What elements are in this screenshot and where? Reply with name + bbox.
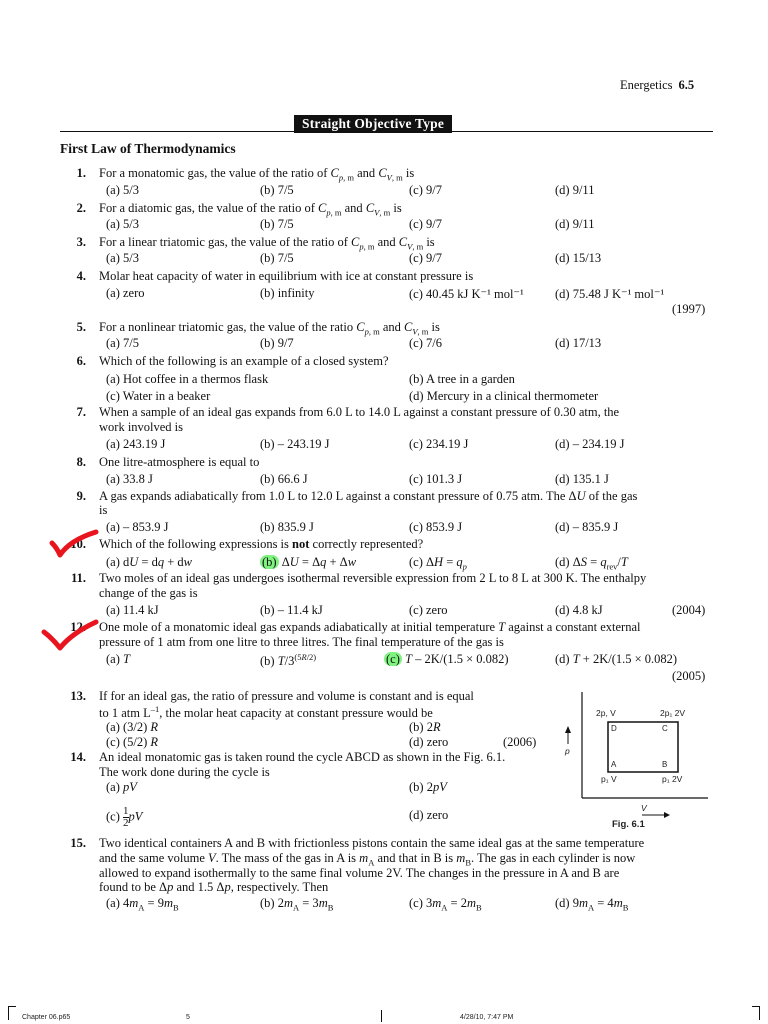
option-b: (b) – 243.19 J xyxy=(260,437,330,451)
option-b: (b) $T/3^{(5R/2)}$ xyxy=(260,652,317,669)
footer-date: 4/28/10, 7:47 PM xyxy=(460,1014,514,1021)
option-a: (a) 5/3 xyxy=(106,251,139,265)
option-b: (b) 66.6 J xyxy=(260,472,308,486)
option-c: (c) $\frac{1}{2}$ pV xyxy=(106,805,143,829)
option-a: (a) 243.19 J xyxy=(106,437,166,451)
question-text: One mole of a monatomic ideal gas expands adiabatically at initial temperature T against a constant external xyxy=(99,620,641,634)
option-d: (d) zero xyxy=(409,808,449,822)
question-text: Which of the following is an example of a closed system? xyxy=(99,354,389,368)
option-c: (c) Water in a beaker xyxy=(106,389,211,403)
point-d-coord-label: 2p, V xyxy=(596,708,616,718)
point-a-label: A xyxy=(611,760,617,769)
option-d: (d) 9/11 xyxy=(555,217,595,231)
question-text: Two moles of an ideal gas undergoes isothermal reversible expression from 2 L to 8 L at 300 K. The enthalpy xyxy=(99,571,647,585)
crop-mark xyxy=(8,1006,16,1007)
question-text-cont: change of the gas is xyxy=(99,586,198,600)
question-number: 10. xyxy=(70,537,86,551)
point-d-label: D xyxy=(611,724,617,733)
question-text: For a monatomic gas, the value of the ratio of $C_{p, m}$ and $C_{V, m}$ is xyxy=(99,166,415,183)
option-d: (d) 15/13 xyxy=(555,251,602,265)
option-a: (a) (3/2) R xyxy=(106,720,159,734)
option-b: (b) 835.9 J xyxy=(260,520,314,534)
footer-filename: Chapter 06.p65 xyxy=(22,1014,71,1021)
banner-rule xyxy=(60,131,713,132)
section-title: First Law of Thermodynamics xyxy=(60,141,236,156)
option-d: (d) T + 2K/(1.5 × 0.082) xyxy=(555,652,678,666)
option-c: (c) 7/6 xyxy=(409,336,442,350)
question-text-cont: found to be Δp and 1.5 Δp, respectively. Then xyxy=(99,880,329,894)
question-number: 13. xyxy=(70,689,86,703)
question-number: 11. xyxy=(71,571,86,585)
exam-year: (2006) xyxy=(503,735,537,749)
point-b-coord-label: p₁ 2V xyxy=(662,774,683,784)
point-b-label: B xyxy=(662,760,668,769)
exam-year: (2005) xyxy=(672,669,706,683)
exam-year: (2004) xyxy=(672,603,706,617)
option-a: (a) 5/3 xyxy=(106,183,139,197)
question-text-cont: allowed to expand isothermally to the same final volume 2V. The changes in the pressure in A and B are xyxy=(99,866,620,880)
crop-mark xyxy=(752,1006,760,1007)
question-number: 14. xyxy=(70,750,86,764)
option-a: (a) Hot coffee in a thermos flask xyxy=(106,372,269,386)
option-a: (a) zero xyxy=(106,286,145,300)
option-b: (b) infinity xyxy=(260,286,315,300)
option-d: (d) – 234.19 J xyxy=(555,437,625,451)
option-d: (d) 4.8 kJ xyxy=(555,603,603,617)
footer-page: 5 xyxy=(186,1014,190,1021)
option-c: (c) zero xyxy=(409,603,448,617)
chapter-name: Energetics xyxy=(620,78,673,92)
crop-mark xyxy=(759,1006,760,1020)
option-b: (b) 2R xyxy=(409,720,441,734)
question-text-cont: to 1 atm $L^{-1}$, the molar heat capacity at constant pressure would be xyxy=(99,704,433,721)
option-c: (c) T – 2K/(1.5 × 0.082) xyxy=(386,652,509,666)
option-c: (c) $3m_A = 2m_B$ xyxy=(409,896,482,913)
checkmark-icon xyxy=(40,618,100,652)
question-text-cont: is xyxy=(99,503,108,517)
question-text: A gas expands adiabatically from 1.0 L to 12.0 L against a constant pressure of 0.75 atm. The ΔU of the gas xyxy=(99,489,638,503)
running-header xyxy=(620,78,694,93)
option-b: (b) 7/5 xyxy=(260,183,294,197)
section-banner: Straight Objective Type xyxy=(294,115,452,133)
option-c: (c) 234.19 J xyxy=(409,437,469,451)
option-c: (c) 40.45 kJ K⁻¹ mol⁻¹ xyxy=(409,287,524,301)
y-axis-label: p xyxy=(565,746,570,756)
option-c: (c) (5/2) R xyxy=(106,735,159,749)
option-b: (b) 7/5 xyxy=(260,217,294,231)
point-c-label: C xyxy=(662,724,668,733)
question-text: If for an ideal gas, the ratio of pressure and volume is constant and is equal xyxy=(99,689,474,703)
option-a: (a) – 853.9 J xyxy=(106,520,169,534)
option-a: (a) 33.8 J xyxy=(106,472,153,486)
checkmark-icon xyxy=(48,528,100,558)
option-c: (c) 101.3 J xyxy=(409,472,463,486)
question-number: 6. xyxy=(76,354,86,368)
option-a: (a) 11.4 kJ xyxy=(106,603,159,617)
option-c: (c) 9/7 xyxy=(409,183,442,197)
question-text: For a diatomic gas, the value of the ratio of $C_{p, m}$ and $C_{V, m}$ is xyxy=(99,201,402,218)
option-a: (a) 5/3 xyxy=(106,217,139,231)
question-number: 4. xyxy=(76,269,86,283)
question-number: 2. xyxy=(76,201,86,215)
question-number: 7. xyxy=(76,405,86,419)
option-a: (a) T xyxy=(106,652,130,666)
option-a: (a) 7/5 xyxy=(106,336,139,350)
option-a: (a) dU = dq + dw xyxy=(106,555,192,569)
option-b: (b) A tree in a garden xyxy=(409,372,515,386)
option-d: (d) – 835.9 J xyxy=(555,520,619,534)
option-c: (c) $\Delta H = q_p$ xyxy=(409,555,467,572)
answer-highlight: (b) xyxy=(262,555,277,569)
question-text: One litre-atmosphere is equal to xyxy=(99,455,260,469)
question-text: For a linear triatomic gas, the value of the ratio of $C_{p, m}$ and $C_{V, m}$ is xyxy=(99,235,435,252)
question-number: 12. xyxy=(70,620,86,634)
question-text: An ideal monatomic gas is taken round the cycle ABCD as shown in the Fig. 6.1. xyxy=(99,750,506,764)
option-c: (c) 9/7 xyxy=(409,217,442,231)
question-number: 15. xyxy=(70,836,86,850)
question-text: For a nonlinear triatomic gas, the value of the ratio $C_{p, m}$ and $C_{V, m}$ is xyxy=(99,320,440,337)
crop-mark xyxy=(381,1010,382,1022)
crop-mark xyxy=(8,1006,9,1020)
figure-caption: Fig. 6.1 xyxy=(612,819,645,830)
option-b: (b) $2m_A = 3m_B$ xyxy=(260,896,334,913)
option-a: (a) $4m_A = 9m_B$ xyxy=(106,896,179,913)
option-b: (b) ΔU = Δq + Δw xyxy=(262,555,357,569)
point-a-coord-label: p₁ V xyxy=(601,774,617,784)
question-text: Molar heat capacity of water in equilibrium with ice at constant pressure is xyxy=(99,269,474,283)
option-d: (d) $9m_A = 4m_B$ xyxy=(555,896,629,913)
option-d: (d) Mercury in a clinical thermometer xyxy=(409,389,599,403)
question-text-cont: and the same volume V. The mass of the gas in A is $m_A$ and that in B is $m_B$. The gas in each cylinder is now xyxy=(99,851,636,868)
question-text: Two identical containers A and B with frictionless pistons contain the same ideal gas at the same temperature xyxy=(99,836,645,850)
pv-diagram-figure xyxy=(560,692,710,832)
question-number: 8. xyxy=(76,455,86,469)
question-text-cont: pressure of 1 atm from one litre to three litres. The final temperature of the gas is xyxy=(99,635,504,649)
option-b: (b) 7/5 xyxy=(260,251,294,265)
option-b: (b) – 11.4 kJ xyxy=(260,603,323,617)
answer-highlight: (c) xyxy=(386,652,400,666)
option-b: (b) 2pV xyxy=(409,780,447,794)
x-axis-label: V xyxy=(641,803,647,813)
option-d: (d) $\Delta S = q_{rev}/T$ xyxy=(555,555,628,572)
point-c-coord-label: 2p₁ 2V xyxy=(660,708,686,718)
option-d: (d) zero xyxy=(409,735,449,749)
option-c: (c) 9/7 xyxy=(409,251,442,265)
option-d: (d) 17/13 xyxy=(555,336,602,350)
question-text-cont: The work done during the cycle is xyxy=(99,765,270,779)
question-number: 3. xyxy=(76,235,86,249)
question-text-cont: work involved is xyxy=(99,420,184,434)
question-number: 5. xyxy=(76,320,86,334)
exam-year: (1997) xyxy=(672,302,706,316)
question-number: 9. xyxy=(76,489,86,503)
question-text: When a sample of an ideal gas expands from 6.0 L to 14.0 L against a constant pressure of 0.30 atm, the xyxy=(99,405,620,419)
option-d: (d) 9/11 xyxy=(555,183,595,197)
question-text: Which of the following expressions is not correctly represented? xyxy=(99,537,424,551)
option-d: (d) 135.1 J xyxy=(555,472,609,486)
option-b: (b) 9/7 xyxy=(260,336,294,350)
option-d: (d) 75.48 J K⁻¹ mol⁻¹ xyxy=(555,287,665,301)
page-number: 6.5 xyxy=(678,78,695,92)
option-a: (a) pV xyxy=(106,780,137,794)
option-c: (c) 853.9 J xyxy=(409,520,463,534)
question-number: 1. xyxy=(76,166,86,180)
